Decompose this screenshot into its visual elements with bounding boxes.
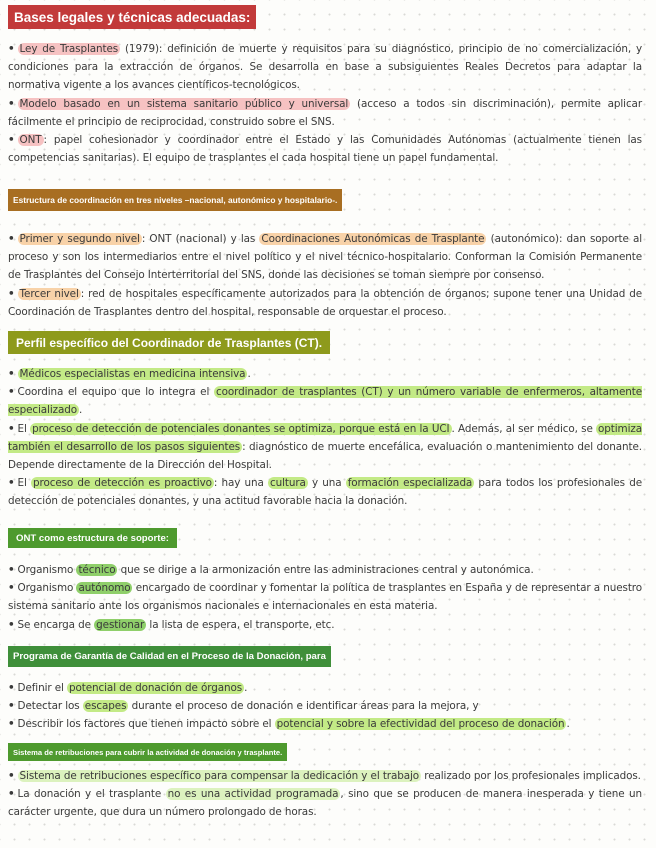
section-body-perfil-coordinador: [8, 365, 642, 511]
section-header-bases-legales: Bases legales y técnicas adecuadas:: [8, 5, 256, 29]
section-header-estructura-coordinacion: Estructura de coordinación en tres niveles –nacional, autonómico y hospitalario-.: [8, 189, 342, 211]
section-body-programa-calidad: [8, 679, 642, 734]
section-header-perfil-coordinador: Perfil específico del Coordinador de Trasplantes (CT).: [8, 331, 330, 354]
paragraph-sistema-retribuciones: • Sistema de retribuciones específico para compensar la dedicación y el trabajo realizado por los profesionales implicados.: [8, 770, 641, 782]
paragraph-tercer-nivel: • Tercer nivel : red de hospitales específicamente autorizados para la obtención de órganos; supone tener una Unidad de Coordinación de Trasplantes dentro del hospital, responsable de orquestar el proceso.: [8, 287, 642, 318]
paragraph-proceso-deteccion: • El proceso de detección de potenciales donantes se optimiza, porque está en la UCI . Además, al ser médico, se optimiza también el desarrollo de los pasos siguientes : diagnóstico de muerte encefálica, evaluación o mantenimiento del donante. Depende directamente de la Dirección del Hospital.: [8, 422, 643, 472]
paragraph-ley-trasplantes: • Ley de Trasplantes (1979): definición de muerte y requisitos para su diagnóstico, principio de no comercialización, y condiciones para la extracción de órganos. Se desarrolla en base a subsiguientes Reales Decretos para adaptar la normativa vigente a los avances científicos-tecnológicos.: [8, 43, 642, 92]
paragraph-organismo-tecnico: • Organismo técnico que se dirige a la armonización entre las administraciones central y autonómica.: [8, 564, 534, 576]
paragraph-donacion-no-programada: • La donación y el trasplante no es una actividad programada , sino que se producen de manera inesperada y tiene un carácter urgente, que dura un número prolongado de horas.: [8, 788, 642, 819]
paragraph-detectar-escapes: • Detectar los escapes durante el proceso de donación e identificar áreas para la mejora, y: [8, 700, 479, 713]
section-body-sistema-retribuciones: [8, 767, 642, 822]
section-body-bases-legales: [8, 40, 642, 167]
paragraph-ont: • ONT : papel cohesionador y coordinador entre el Estado y las Comunidades Autónomas (actualmente tienen las competencias sanitarias). El equipo de trasplantes el cada hospital tiene un papel fundamental.: [8, 134, 642, 165]
paragraph-medicos-especialistas: • Médicos especialistas en medicina intensiva .: [8, 368, 251, 380]
section-body-estructura-coordinacion: [8, 230, 642, 321]
paragraph-coordina-equipo: • Coordina el equipo que lo integra el coordinador de trasplantes (CT) y un número variable de enfermeros, altamente especializado .: [8, 386, 642, 417]
section-header-sistema-retribuciones: Sistema de retribuciones para cubrir la actividad de donación y trasplante.: [8, 743, 287, 761]
section-body-ont-soporte: [8, 561, 642, 634]
paragraph-definir-potencial: • Definir el potencial de donación de órganos .: [8, 682, 248, 694]
paragraph-proceso-proactivo: • El proceso de detección es proactivo : hay una cultura y una formación especializada para todos los profesionales de detección de potenciales donantes, y una actitud favorable hacia la donación.: [8, 477, 642, 508]
paragraph-gestionar-lista: • Se encarga de gestionar la lista de espera, el transporte, etc.: [8, 618, 335, 631]
paragraph-organismo-autonomo: • Organismo autónomo encargado de coordinar y fomentar la política de trasplantes en España y de representar a nuestro sistema sanitario ante los organismos nacionales e internacionales en esta materia.: [8, 582, 642, 613]
paragraph-primer-segundo-nivel: • Primer y segundo nivel : ONT (nacional) y las Coordinaciones Autonómicas de Trasplante (autonómico): dan soporte al proceso y son los intermediarios entre el nivel político y el nivel técnico-hospitalario. Conforman la Comisión Permanente de Trasplantes del Consejo Interterritorial del SNS, donde las decisiones se toman siempre por consenso.: [8, 233, 642, 282]
section-header-programa-calidad: Programa de Garantía de Calidad en el Proceso de la Donación, para: [8, 646, 331, 667]
paragraph-describir-factores: • Describir los factores que tienen impacto sobre el potencial y sobre la efectividad del proceso de donación .: [8, 718, 570, 731]
paragraph-modelo-sanitario: • Modelo basado en un sistema sanitario público y universal (acceso a todos sin discriminación), permite aplicar fácilmente el principio de reciprocidad, construido sobre el SNS.: [8, 97, 642, 128]
section-header-ont-soporte: ONT como estructura de soporte:: [8, 528, 177, 548]
